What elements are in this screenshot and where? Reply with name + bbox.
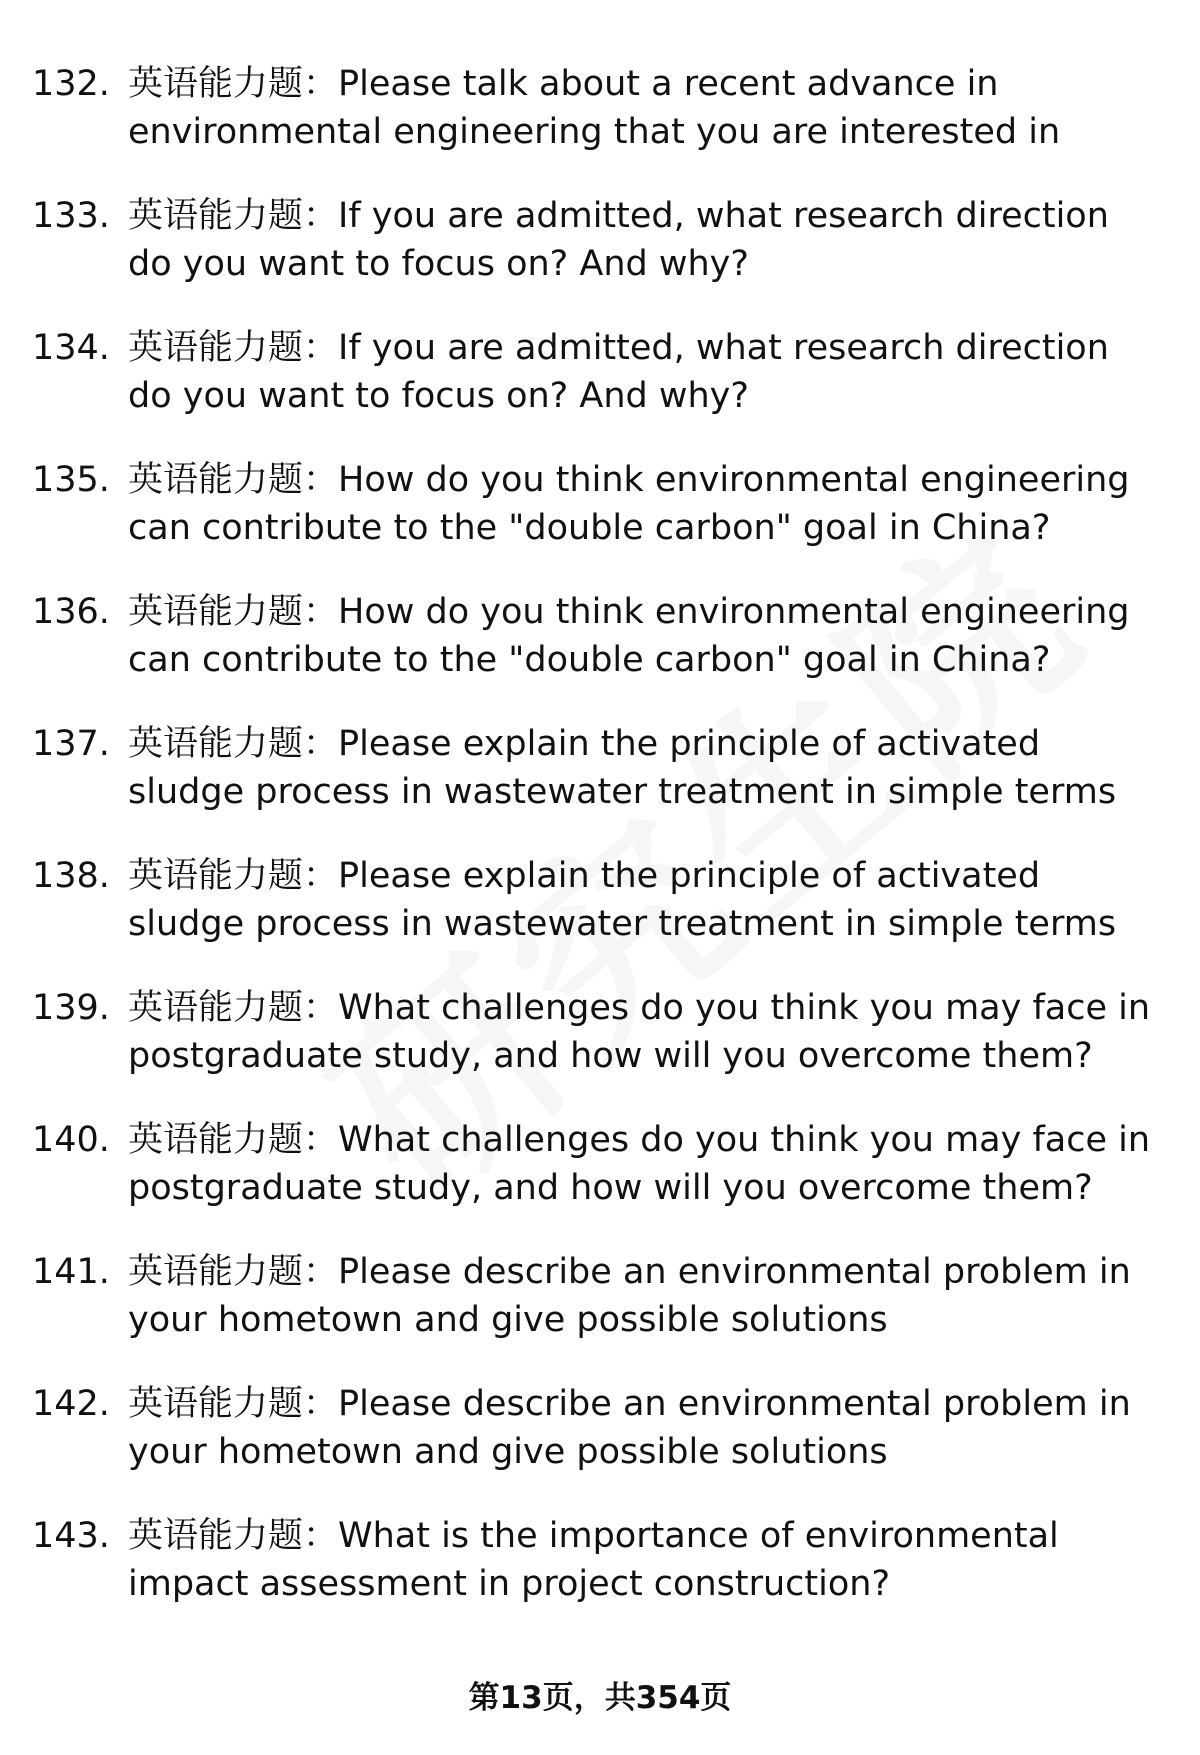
question-number: 132. — [32, 64, 110, 104]
question-text: If you are admitted, what research direction do you want to focus on? And why? — [128, 328, 1109, 416]
question-number: 141. — [32, 1252, 110, 1292]
question-text: Please describe an environmental problem in your hometown and give possible solutions — [128, 1384, 1131, 1472]
question-item — [32, 1380, 1162, 1512]
question-item — [32, 1116, 1162, 1248]
question-text: If you are admitted, what research direction do you want to focus on? And why? — [128, 196, 1109, 284]
question-label: 英语能力题： — [128, 1252, 339, 1292]
question-item — [32, 324, 1162, 456]
question-item — [32, 60, 1162, 192]
question-text: Please talk about a recent advance in environmental engineering that you are interested in — [128, 64, 1061, 152]
question-item — [32, 1512, 1162, 1644]
question-text: What challenges do you think you may face in postgraduate study, and how will you overcome them? — [128, 1120, 1151, 1208]
question-label: 英语能力题： — [128, 1516, 339, 1556]
question-text: How do you think environmental engineering can contribute to the "double carbon" goal in China? — [128, 592, 1130, 680]
question-body — [128, 456, 1162, 552]
question-body — [128, 984, 1162, 1080]
page-footer — [0, 1672, 1200, 1717]
question-item — [32, 192, 1162, 324]
question-item — [32, 456, 1162, 588]
question-label: 英语能力题： — [128, 592, 339, 632]
question-number: 138. — [32, 856, 110, 896]
question-label: 英语能力题： — [128, 1384, 339, 1424]
question-label: 英语能力题： — [128, 196, 339, 236]
question-text: What is the importance of environmental impact assessment in project construction? — [128, 1516, 1059, 1604]
question-number: 137. — [32, 724, 110, 764]
question-body — [128, 1116, 1162, 1212]
question-item — [32, 588, 1162, 720]
question-body — [128, 588, 1162, 684]
question-number: 134. — [32, 328, 110, 368]
question-number: 136. — [32, 592, 110, 632]
question-body — [128, 852, 1162, 948]
question-number: 142. — [32, 1384, 110, 1424]
question-number: 143. — [32, 1516, 110, 1556]
question-text: What challenges do you think you may face in postgraduate study, and how will you overcome them? — [128, 988, 1151, 1076]
question-label: 英语能力题： — [128, 328, 339, 368]
question-number: 133. — [32, 196, 110, 236]
question-text: Please explain the principle of activated sludge process in wastewater treatment in simple terms — [128, 724, 1117, 812]
question-item — [32, 720, 1162, 852]
question-label: 英语能力题： — [128, 856, 339, 896]
page-number: 第13页，共354页 — [468, 1680, 732, 1716]
question-item — [32, 852, 1162, 984]
question-number: 140. — [32, 1120, 110, 1160]
question-body — [128, 1248, 1162, 1344]
question-label: 英语能力题： — [128, 460, 339, 500]
question-body — [128, 1512, 1162, 1608]
question-label: 英语能力题： — [128, 988, 339, 1028]
question-label: 英语能力题： — [128, 724, 339, 764]
question-list — [32, 60, 1162, 1644]
question-label: 英语能力题： — [128, 1120, 339, 1160]
question-item — [32, 984, 1162, 1116]
question-body — [128, 720, 1162, 816]
question-body — [128, 192, 1162, 288]
question-text: Please explain the principle of activated sludge process in wastewater treatment in simple terms — [128, 856, 1117, 944]
question-item — [32, 1248, 1162, 1380]
question-body — [128, 324, 1162, 420]
question-text: How do you think environmental engineering can contribute to the "double carbon" goal in China? — [128, 460, 1130, 548]
question-label: 英语能力题： — [128, 64, 339, 104]
question-body — [128, 1380, 1162, 1476]
question-body — [128, 60, 1162, 156]
question-text: Please describe an environmental problem in your hometown and give possible solutions — [128, 1252, 1131, 1340]
question-number: 139. — [32, 988, 110, 1028]
question-number: 135. — [32, 460, 110, 500]
